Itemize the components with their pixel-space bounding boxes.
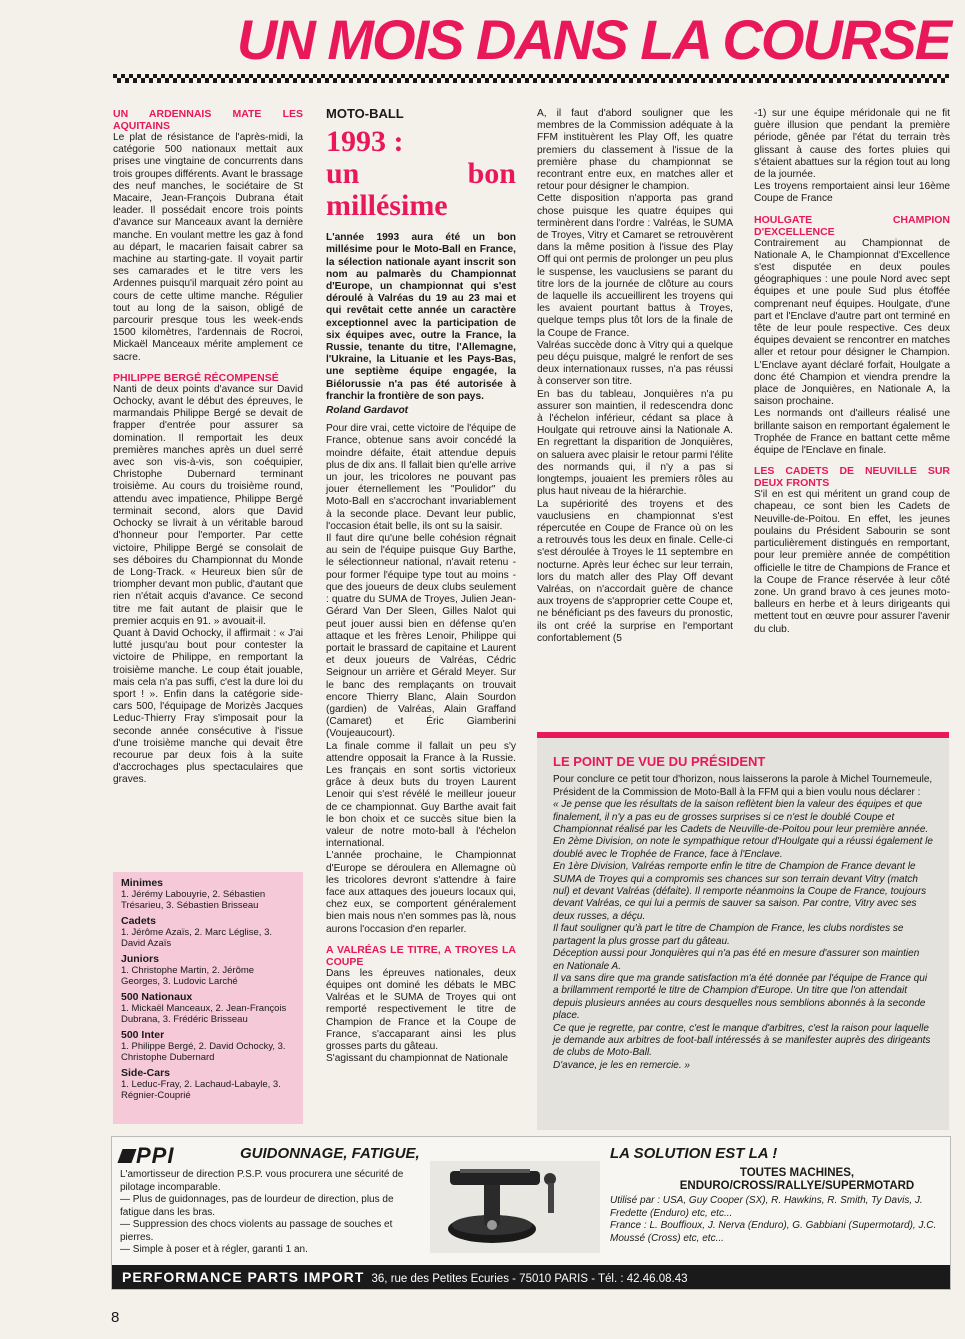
results-box xyxy=(113,872,303,1124)
result-category: Minimes xyxy=(121,877,164,889)
result-category: Juniors xyxy=(121,953,159,965)
result-category: Cadets xyxy=(121,915,157,927)
quote-paragraph: « Je pense que les résultats de la saison reflètent bien la valeur des équipes et que finalement, il n'y a pas eu de grosses surprises si ce n'est le doublé Coupe et Championnat réalisé par les Cadets de Neuville-de-Poitou pour leur première année. xyxy=(553,799,929,836)
logo-text: PPI xyxy=(136,1143,175,1168)
paragraph: La supériorité des troyens et des vauclusiens en championnat s'est répercutée en Coupe de France où on les a retrouvés tous les deux en finale. Celle-ci s'est déroulée à Troyes le 11 septembre en nocturne. Après leur échec sur leur terrain, lors du match aller des Play Off devant Valréas, on n'accordait guère de chance aux troyens de s'approprier cette Coupe et, ne bénéficiant ps des faveurs du pronostic, ils ont créé la surprise en l'emportant confortablement (5 xyxy=(537,498,733,644)
ad-footer xyxy=(112,1265,950,1289)
subhead-ardennais: UN ARDENNAIS MATE LES AQUITAINS xyxy=(113,108,303,132)
ad-body-left xyxy=(120,1169,420,1257)
paragraph: Nanti de deux points d'avance sur David Ochocky, avant le début des épreuves, le marmandais Philippe Bergé se devait de frapper d'entrée pour assurer sa domination. Il remportait les deux premières manches après un duel serré avec son vis-à-vis, son coéquipier, Christophe Dubernard terminant troisième. Au cours du troisième round, attendu avec impatience, Philippe Bergé terminait second, alors que David Ochocky se livrait à un véritable baroud d'honneur pour l'emporter. Par cette victoire, Philippe Bergé se consolait de ses déboires du Championnat du Monde de Long-Track. « Heureux bien sûr de triompher devant mon public, d'autant que rien n'était acquis d'avance. Ce second titre me fait autant de plaisir que le premier acquis en 91. » avouait-il. xyxy=(113,383,303,627)
result-category: 500 Inter xyxy=(121,1029,165,1041)
paragraph: En bas du tableau, Jonquières n'a pu assurer son maintien, il redescendra donc à l'échelon inférieur, cédant sa place à Houlgate qui retrouve ainsi la Nationale A. En regrettant la disparition de Jonquières, on saluera avec plaisir le retour parmi l'élite des normands qui, il n'y a pas si longtemps, jouaient les premiers rôles au plus haut niveau de la hiérarchie. xyxy=(537,388,733,498)
column-2 xyxy=(326,108,516,1065)
paragraph: L'année prochaine, le Championnat d'Europe se déroulera en Allemagne où les tricolores devront s'attendre à faire face aux attaques des joueurs locaux qui, chez eux, se comportent généralement bien mais nous n'en sommes pas là, nous aurons l'occasion d'en reparler. xyxy=(326,850,516,935)
page-number: 8 xyxy=(111,1309,120,1326)
paragraph: -1) sur une équipe méridonale qui ne fit guère illusion que pendant la première période, gênée par l'état du terrain très glissant à cause des fortes pluies qui s'étaient abattues sur la région tout au long de la journée. xyxy=(754,108,950,181)
ad-text: L'amortisseur de direction P.S.P. vous procurera une sécurité de pilotage incomparable. xyxy=(120,1169,404,1193)
ppi-logo xyxy=(120,1143,174,1169)
paragraph: S'agissant du championnat de Nationale xyxy=(326,1053,509,1065)
masthead-title: UN MOIS DANS LA COURSE xyxy=(236,8,950,71)
quote-paragraph: Déception aussi pour Jonquières qui n'a pas été en mesure d'assurer son maintien en Nationale A. xyxy=(553,948,920,972)
article-title xyxy=(326,126,516,222)
quote-paragraph: En 2ème Division, on note le sympathique retour d'Houlgate qui a réussi également le doublé avec le Trophée de France, face à l'Enclave. xyxy=(553,836,933,860)
result-line: 1. Philippe Bergé, 2. David Ochocky, 3. Christophe Dubernard xyxy=(121,1041,286,1063)
company-address: 36, rue des Petites Ecuries - 75010 PARIS - Tél. : 42.46.08.43 xyxy=(371,1273,688,1285)
paragraph: A, il faut d'abord souligner que les membres de la Commission adéquate à la FFM instituèrent les Play Off, les quatre premiers du classement à l'issue de la première phase du championnat se recontrant entre eux, en matches aller et retour pour désigner le champion. xyxy=(537,108,733,193)
ad-headline-left: GUIDONNAGE, FATIGUE, xyxy=(240,1145,420,1162)
ad-subheadline-line-2: ENDURO/CROSS/RALLYE/SUPERMOTARD xyxy=(679,1180,915,1192)
paragraph: Il faut dire qu'une belle cohésion régnait au sein de l'équipe puisque Guy Barthe, le sélectionneur national, n'avait retenu - pour former l'équipe type tout au moins - que des joueurs de deux clubs seulement : quatre du SUMA de Troyes, Julien Jean-Gérard Van Der Sleen, Gilles Nalot qui peut jouer aussi bien en défense qu'en attaque et les frères Lenoir, Philippe qui portait le brassard de capitaine et Laurent et deux joueurs de Valréas, Cédric Seignour un arrière et Gérald Meyer. Sur le banc des remplaçants on trouvait encore Thierry Blanc, Alain Sourdon (gardien) de Valréas, Alain Graffand (Camaret) et Éric Giamberini (Voujeaucourt). xyxy=(326,533,516,740)
section-kicker: MOTO-BALL xyxy=(326,106,404,121)
quote-paragraph: En 1ère Division, Valréas remporte enfin le titre de Champion de France devant le SUMA de Troyes qui a compromis ses chances sur son terrain devant Vitry (match nul) et devant Valréas (défaite). Il remporte néanmoins la Coupe de France, toujours devant Valréas, ce qui lui a permis de sauver sa saison. Par contre, Vitry avec ses deux russes, a déçu. xyxy=(553,861,927,922)
president-viewpoint-box xyxy=(537,732,949,1130)
result-line: 1. Jérémy Labouyrie, 2. Sébastien Trésarieu, 3. Sébastien Brisseau xyxy=(121,889,266,911)
ad-body-right xyxy=(610,1195,945,1245)
quote-paragraph: D'avance, je les en remercie. » xyxy=(553,1059,690,1071)
paragraph: La finale comme il fallait un peu s'y attendre opposait la France à la Russie. Les français en sont sortis victorieux grâce à deux buts du troyen Laurent Lenoir qui s'est révélé le meilleur joueur de ce championnat. Guy Barthe avait fait le bon choix et ce succès situe bien la valeur de notre moto-ball à l'échelon international. xyxy=(326,740,516,850)
subhead-houlgate: HOULGATE CHAMPION D'EXCELLENCE xyxy=(754,213,950,238)
article-lead: L'année 1993 aura été un bon millésime pour le Moto-Ball en France, la sélection nationale ayant inscrit son nom au palmarès du Championnat d'Europe, un championnat qui s'est déroulé à Valréas du 19 au 23 mai et qui revêtait cette année un caractère exceptionnel avec la participation de six équipes avec, outre la France, la Russie, tenante du titre, l'Allemagne, l'Ukraine, la Lituanie et les Pays-Bas, une septième équipe engagée, la Biélorussie n'a pas été autorisée à franchir la frontière de son pays. xyxy=(326,232,516,402)
result-line: 1. Jérôme Azaïs, 2. Marc Léglise, 3. David Azaïs xyxy=(121,927,273,949)
subhead-valreas: A VALRÉAS LE TITRE, A TROYES LA COUPE xyxy=(326,943,516,968)
byline: Roland Gardavot xyxy=(326,405,409,417)
result-line: 1. Leduc-Fray, 2. Lachaud-Labayle, 3. Régnier-Couprié xyxy=(121,1079,281,1101)
quote-paragraph: Ce que je regrette, par contre, c'est le manque d'arbitres, c'est la raison pour laquelle je demande aux arbitres de foot-ball intéressés à se manifester auprès des dirigeants de clubs de Moto-Ball. xyxy=(553,1022,931,1059)
paragraph: Les normands ont d'ailleurs réalisé une brillante saison en remportant également le Trophée de France en battant cette même équipe de l'Enclave en finale. xyxy=(754,408,950,457)
paragraph: Contrairement au Championnat de Nationale A, le Championnat d'Excellence s'est disputée en deux poules géographiques : une poule Nord avec sept équipes et une poule Sud plus étoffée comprenant neuf équipes. Houlgate, d'une part et l'Enclave d'autre part ont terminé en tête de leur poule respective. Ces deux équipes devaient se rencontrer en matches aller et retour pour désigner le Champion. L'Enclave ayant déclaré forfait, Houlgate a donc été Champion et viendra prendre la place de Jonquières, en Nationale A, la saison prochaine. xyxy=(754,237,950,408)
quote-paragraph: Il va sans dire que ma grande satisfaction m'a été donnée par l'équipe de France qui a brillamment remporté le titre de Champion d'Europe. Un titre que l'on attendait depuis plusieurs années au cours desquelles nous semblions abonnés à la seconde place. xyxy=(553,972,928,1022)
paragraph: S'il en est qui méritent un grand coup de chapeau, ce sont bien les Cadets de Neuville-de-Poitou. En effet, les jeunes poulains du Président Sabourin se sont particulièrement distingués en remportant, pour leur première année de compétition officielle le titre de Champions de France et la Coupe de France réservée à leur côté zone. Un grand bravo à ces jeunes moto-balleurs en herbe et à leurs dirigeants qui mettent tout en œuvre pour assurer l'avenir du club. xyxy=(754,489,950,635)
ad-text: France : L. Bouffioux, J. Nerva (Enduro), G. Gabbiani (Supermotard), J.C. Moussé (Cross) etc, etc... xyxy=(610,1220,937,1244)
paragraph: Quant à David Ochocky, il affirmait : « J'ai lutté jusqu'au bout pour contester la victoire de Philippe, en remportant la troisième manche. Le coup était jouable, mais cela n'a pas suffi, c'est la dure loi du sport ! ». Enfin dans la catégorie side-cars 500, l'équipage de Morizès Jacques Leduc-Thierry Fray s'imposait pour la seconde année consécutive à l'issue d'une troisième manche qui devait être recourue par deux fois à la suite d'accrochages plus spectaculaires que graves. xyxy=(113,627,303,786)
quote-paragraph: Il faut souligner qu'à part le titre de Champion de France, les clubs nordistes se partagent la plus grosse part du gâteau. xyxy=(553,923,904,947)
paragraph: Dans les épreuves nationales, deux équipes ont dominé les débats le MBC Valréas et le SUMA de Troyes qui ont remporté respectivement le titre de Champion de France et la Coupe de France, s'accaparant ainsi les plus grosses parts du gâteau. xyxy=(326,967,516,1052)
company-name: PERFORMANCE PARTS IMPORT xyxy=(122,1269,365,1285)
ad-subheadline-line-1: TOUTES MACHINES, xyxy=(739,1167,855,1179)
paragraph: Les troyens remportaient ainsi leur 16ème Coupe de France xyxy=(754,181,950,205)
paragraph: Le plat de résistance de l'après-midi, la catégorie 500 nationaux mettait aux prises une vingtaine de concurrents dans trois groupes différents. Avant le brassage des neuf manches, le sociétaire de St Macaire, Jean-François Dubrana était leader. Il possédait encore trois points d'avance sur Manceaux avant la dernière manche. En voulant mettre les gaz à fond au départ, le macarien faisait cabrer sa machine au starting-gate. Il voyait partir ses camarades et le titre vers les Ardennes puisqu'il marquait zéro point au cours de cette ultime manche. Régulier tout au long de la saison, obligé de parcourir presque tous les week-ends 1500 kilomètres, l'ardennais de Rocroi, Mickaël Manceaux mérite amplement ce sacre. xyxy=(113,132,303,363)
result-line: 1. Christophe Martin, 2. Jérôme Georges, 3. Ludovic Larché xyxy=(121,965,255,987)
subhead-cadets: LES CADETS DE NEUVILLE SUR DEUX FRONTS xyxy=(754,465,950,490)
ad-text: — Simple à poser et à régler, garanti 1 an. xyxy=(120,1244,308,1255)
ad-text: — Plus de guidonnages, pas de lourdeur de direction, plus de fatigue dans les bras. xyxy=(120,1194,394,1218)
paragraph: Cette disposition n'apporta pas grand chose puisque les quatre équipes qui terminèrent dans l'ordre : Valréas, le SUMA de Troyes, Vitry et Camaret se retrouvèrent dans la même position à l'issue des Play Off qui ont permis de prolonger un peu plus le suspense, les vauclusiens se parant du titre lors de la journée de clôture au cours de laquelle ils accueillirent les troyens qui les avaient pourtant battus à Troyes, quelque temps plus tôt lors de la finale de la Coupe de France. xyxy=(537,193,733,339)
viewpoint-intro: Pour conclure ce petit tour d'horizon, nous laisserons la parole à Michel Tournemeule, Président de la Commission de Moto-Ball à la FFM qui a bien voulu nous déclarer : xyxy=(553,774,933,798)
column-4 xyxy=(754,108,950,636)
result-line: 1. Mickaël Manceaux, 2. Jean-François Dubrana, 3. Frédéric Brisseau xyxy=(121,1003,287,1025)
paragraph: Pour dire vrai, cette victoire de l'équipe de France, obtenue sans avoir concédé la moindre défaite, était attendue depuis plus de dix ans. Il fallait bien qu'elle arrive un jour, les tricolores ne pouvant pas jouer éternellement les "Poulidor" du Moto-Ball en s'accrochant invariablement à la seconde place. Devant leur public, l'occasion était belle, ils ont su la saisir. xyxy=(326,423,516,532)
ad-text: — Suppression des chocs violents au passage de souches et pierres. xyxy=(120,1219,393,1243)
checkered-rule xyxy=(113,74,949,83)
column-1 xyxy=(113,108,303,787)
result-category: Side-Cars xyxy=(121,1067,171,1079)
ad-text: Utilisé par : USA, Guy Cooper (SX), R. Hawkins, R. Smith, Ty Davis, J. Fredette (Enduro) etc, etc... xyxy=(610,1195,923,1219)
article-title-line-1: 1993 : xyxy=(326,125,404,159)
ad-subheadline xyxy=(652,1167,942,1193)
result-category: 500 Nationaux xyxy=(121,991,193,1003)
article-title-line-2: un bon millésime xyxy=(326,157,516,223)
advertisement xyxy=(111,1136,951,1290)
column-3 xyxy=(537,108,733,645)
viewpoint-title: LE POINT DE VUE DU PRÉSIDENT xyxy=(553,754,766,769)
paragraph: Valréas succède donc à Vitry qui a quelque peu déçu puisque, malgré le renfort de ses deux internationaux russes, n'a pas réussi à conserver son titre. xyxy=(537,339,733,388)
ad-headline-right: LA SOLUTION EST LA ! xyxy=(610,1145,778,1162)
steering-damper-image xyxy=(430,1161,600,1253)
logo-mark-icon xyxy=(117,1149,136,1163)
subhead-berge: PHILIPPE BERGÉ RÉCOMPENSÉ xyxy=(113,371,279,384)
